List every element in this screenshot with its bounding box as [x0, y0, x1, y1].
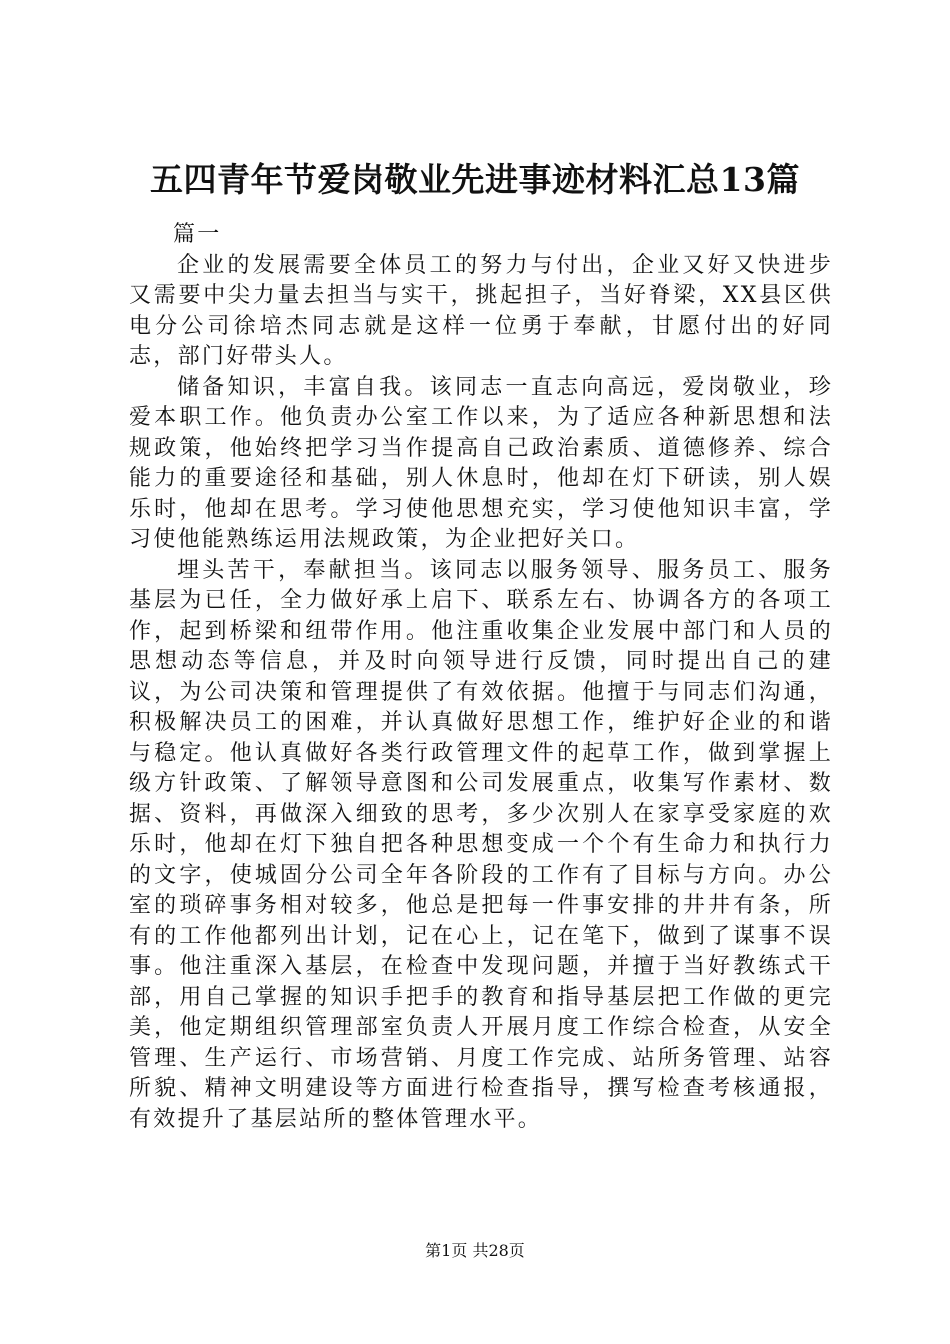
paragraph-intro: 企业的发展需要全体员工的努力与付出，企业又好又快进步又需要中尖力量去担当与实干，挑起担子，当好脊梁，XX县区供电分公司徐培杰同志就是这样一位勇于奉献，甘愿付出的好同志，部门好带头人。 [129, 252, 833, 369]
page-footer: 第1页 共28页 [425, 1241, 525, 1260]
section-heading: 篇一 [173, 222, 222, 247]
paragraph-dedication: 埋头苦干，奉献担当。该同志以服务领导、服务员工、服务基层为已任，全力做好承上启下、联系左右、协调各方的各项工作，起到桥梁和纽带作用。他注重收集企业发展中部门和人员的思想动态等信息，并及时向领导进行反馈，同时提出自己的建议，为公司决策和管理提供了有效依据。他擅于与同志们沟通，积极解决员工的困难，并认真做好思想工作，维护好企业的和谐与稳定。他认真做好各类行政管理文件的起草工作，做到掌握上级方针政策、了解领导意图和公司发展重点，收集写作素材、数据、资料，再做深入细致的思考，多少次别人在家享受家庭的欢乐时，他却在灯下独自把各种思想变成一个个有生命力和执行力的文字，使城固分公司全年各阶段的工作有了目标与方向。办公室的琐碎事务相对较多，他总是把每一件事安排的井井有条，所有的工作他都列出计划，记在心上，记在笔下，做到了谋事不误事。他注重深入基层，在检查中发现问题，并擅于当好教练式干部，用自己掌握的知识手把手的教育和指导基层把工作做的更完美，他定期组织管理部室负责人开展月度工作综合检查，从安全管理、生产运行、市场营销、月度工作完成、站所务管理、站容所貌、精神文明建设等方面进行检查指导，撰写检查考核通报，有效提升了基层站所的整体管理水平。 [129, 557, 833, 1132]
document-title: 五四青年节爱岗敬业先进事迹材料汇总13篇 [150, 160, 800, 199]
document-body [129, 220, 833, 1135]
paragraph-knowledge: 储备知识，丰富自我。该同志一直志向高远，爱岗敬业，珍爱本职工作。他负责办公室工作以来，为了适应各种新思想和法规政策，他始终把学习当作提高自己政治素质、道德修养、综合能力的重要途径和基础，别人休息时，他却在灯下研读，别人娱乐时，他却在思考。学习使他思想充实，学习使他知识丰富，学习使他能熟练运用法规政策，为企业把好关口。 [129, 374, 833, 552]
